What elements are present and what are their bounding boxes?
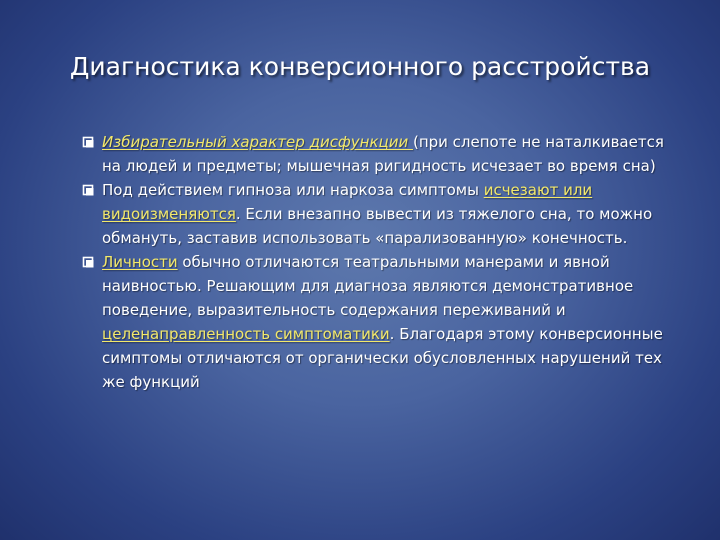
bullet-highlight: Избирательный характер дисфункции [102,133,413,151]
checkbox-bullet-icon [82,136,94,148]
bullet-item [82,130,682,178]
bullet-item [82,178,682,250]
bullet-text: . Если внезапно вывести из тяжелого сна, то можно обмануть, заставив использовать «парализованную» конечность. [102,205,653,247]
bullet-text: . Благодаря этому конверсионные симптомы отличаются от органически обусловленных нарушений тех же функций [102,325,663,391]
bullet-list [82,130,682,394]
slide-title: Диагностика конверсионного расстройства [69,52,651,81]
checkbox-bullet-icon [82,256,94,268]
checkbox-bullet-icon [82,184,94,196]
bullet-text: обычно отличаются театральными манерами и явной наивностью. Решающим для диагноза являются демонстративное поведение, выразительность содержания переживаний и [102,253,634,319]
bullet-highlight: целенаправленность симптоматики [102,325,390,343]
bullet-text: Под действием гипноза или наркоза симптомы [102,181,484,199]
bullet-highlight: исчезают или видоизменяются [102,181,593,223]
bullet-highlight: Личности [102,253,178,271]
bullet-text: (при слепоте не наталкивается на людей и предметы; мышечная ригидность исчезает во время сна) [102,133,664,175]
bullet-item [82,250,682,394]
